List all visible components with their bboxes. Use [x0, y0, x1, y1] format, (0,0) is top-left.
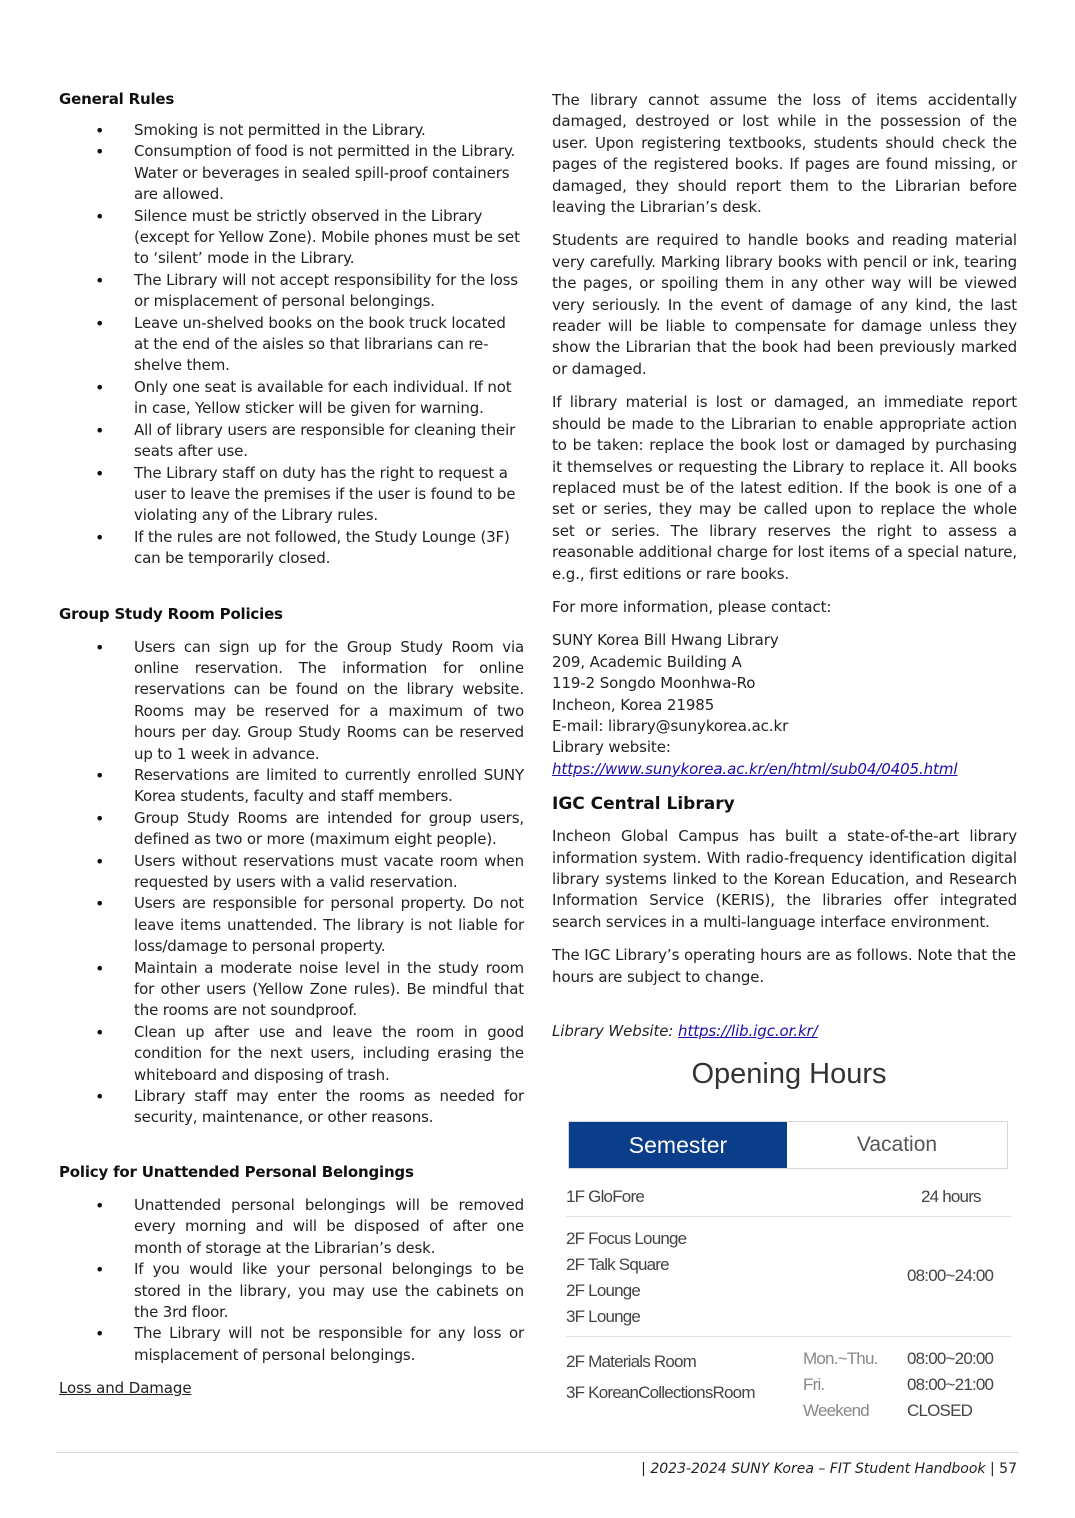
hours-row — [566, 1346, 1012, 1426]
place-name: 2F Materials Room — [566, 1352, 696, 1371]
unattended-heading: Policy for Unattended Personal Belongings — [59, 1162, 414, 1181]
place-list — [566, 1226, 686, 1330]
general-rules-list — [59, 120, 524, 570]
list-item: • The Library will not be responsible for any loss or misplacement of personal belongings. — [59, 1323, 524, 1366]
loss-paragraph-3: If library material is lost or damaged, an immediate report should be made to the Librarian to enable appropriate action to be taken: replace the book lost or damaged by purchasing it themselves or requesting the Library to replace it. All books replaced must be of the latest edition. If the book is one of a set or series, they may be called upon to replace the whole set or series. The library reserves the right to assess a reasonable additional charge for lost items of a special nature, e.g., first editions or rare books. — [552, 393, 1017, 583]
list-item: • Clean up after use and leave the room in good condition for the next users, including erasing the whiteboard and disposing of trash. — [59, 1022, 524, 1086]
list-item: • The Library staff on duty has the right to request a user to leave the premises if the user is found to be violating any of the Library rules. — [59, 463, 524, 527]
place-list — [566, 1346, 755, 1408]
list-item: • Consumption of food is not permitted in the Library. Water or beverages in sealed spill-proof containers are allowed. — [59, 141, 524, 205]
list-item: • The Library will not accept responsibility for the loss or misplacement of personal belongings. — [59, 270, 524, 313]
list-item: • Maintain a moderate noise level in the study room for other users (Yellow Zone rules). Be mindful that the rooms are not soundproof. — [59, 958, 524, 1022]
opening-hours-title: Opening Hours — [691, 1058, 887, 1090]
contact-line: 119-2 Songdo Moonhwa-Ro — [552, 674, 756, 693]
list-item: • Leave un-shelved books on the book truck located at the end of the aisles so that librarians can re-shelve them. — [59, 313, 524, 377]
list-item: • Group Study Rooms are intended for group users, defined as two or more (maximum eight people). — [59, 808, 524, 851]
loss-paragraph-1: The library cannot assume the loss of items accidentally damaged, destroyed or lost while in the possession of the user. Upon registering textbooks, students should check the pages of the registered books. If pages are found missing, or damaged, they should report them to the Librarian before leaving the Librarian’s desk. — [552, 91, 1017, 217]
list-item: • Smoking is not permitted in the Library. — [59, 120, 524, 141]
loss-paragraph-2: Students are required to handle books and reading material very carefully. Marking library books with pencil or ink, tearing the pages, or spoiling them in any other way will be viewed very seriously. In the event of damage of any kind, the last reader will be liable to compensate for damage unless they show the Librarian that the book had been previously marked or damaged. — [552, 231, 1017, 378]
contact-line: Library website: — [552, 738, 671, 757]
footer-title: 2023-2024 SUNY Korea – FIT Student Handbook — [650, 1461, 986, 1477]
opening-hours-table — [566, 1058, 1012, 1428]
loss-damage-heading: Loss and Damage — [59, 1379, 192, 1398]
igc-paragraph-1: Incheon Global Campus has built a state-of-the-art library information system. With radio-frequency identification digital library systems linked to the Korean Education, and Research Information Service (KERIS), the libraries offer integrated search services in a multi-language interface environment. — [552, 827, 1017, 931]
hours-value: CLOSED — [907, 1401, 973, 1420]
library-website-link[interactable]: https://www.sunykorea.ac.kr/en/html/sub04/0405.html — [552, 759, 958, 778]
igc-website-line — [552, 1021, 1017, 1042]
list-item: • Reservations are limited to currently enrolled SUNY Korea students, faculty and staff members. — [59, 765, 524, 808]
igc-website-link[interactable]: https://lib.igc.or.kr/ — [678, 1022, 818, 1041]
list-item: • Users can sign up for the Group Study Room via online reservation. The information for online reservations can be found on the library website. Rooms may be reserved for a maximum of two hours per day. Group Study Rooms can be reserved up to 1 week in advance. — [59, 637, 524, 765]
page-footer — [641, 1461, 1017, 1477]
place-name: 3F Lounge — [566, 1307, 641, 1326]
contact-email: E-mail: library@sunykorea.ac.kr — [552, 716, 789, 735]
day-list — [803, 1346, 878, 1424]
footer-separator: | — [641, 1461, 646, 1477]
list-item: • Library staff may enter the rooms as needed for security, maintenance, or other reasons. — [59, 1086, 524, 1129]
igc-paragraph-2: The IGC Library’s operating hours are as follows. Note that the hours are subject to change. — [552, 946, 1017, 986]
hours-tabs — [568, 1121, 1008, 1169]
hours-value: 08:00~21:00 — [907, 1375, 994, 1394]
list-item: • If the rules are not followed, the Study Lounge (3F) can be temporarily closed. — [59, 527, 524, 570]
place-name: 2F Talk Square — [566, 1255, 669, 1274]
footer-divider — [56, 1452, 1019, 1453]
contact-line: Incheon, Korea 21985 — [552, 695, 715, 714]
hours-row — [566, 1187, 1012, 1211]
hours-value: 08:00~24:00 — [907, 1266, 994, 1285]
unattended-list — [59, 1195, 524, 1366]
igc-website-label: Library Website: — [552, 1022, 674, 1041]
day-label: Fri. — [803, 1375, 825, 1394]
row-divider — [566, 1216, 1012, 1217]
contact-intro: For more information, please contact: — [552, 597, 832, 616]
right-column — [552, 90, 1017, 1042]
hours-value: 24 hours — [921, 1187, 981, 1206]
place-name: 3F KoreanCollectionsRoom — [566, 1383, 755, 1402]
igc-heading: IGC Central Library — [552, 794, 735, 815]
list-item: • Only one seat is available for each individual. If not in case, Yellow sticker will be given for warning. — [59, 377, 524, 420]
tab-vacation[interactable]: Vacation — [787, 1122, 1007, 1168]
contact-block — [552, 630, 1017, 780]
list-item: • Unattended personal belongings will be removed every morning and will be disposed of after one month of storage at the Librarian’s desk. — [59, 1195, 524, 1259]
day-label: Weekend — [803, 1401, 869, 1420]
place-name: 1F GloFore — [566, 1187, 644, 1206]
row-divider — [566, 1336, 1012, 1337]
general-rules-heading: General Rules — [59, 90, 175, 108]
place-name: 2F Lounge — [566, 1281, 641, 1300]
contact-line: SUNY Korea Bill Hwang Library — [552, 631, 779, 650]
list-item: • Users without reservations must vacate room when requested by users with a valid reservation. — [59, 851, 524, 894]
contact-line: 209, Academic Building A — [552, 652, 742, 671]
list-item: • Users are responsible for personal property. Do not leave items unattended. The library is not liable for loss/damage to personal property. — [59, 893, 524, 957]
hours-row — [566, 1226, 1012, 1330]
footer-separator: | — [990, 1461, 995, 1477]
hours-list — [907, 1346, 993, 1424]
left-column — [59, 90, 524, 1400]
group-study-heading: Group Study Room Policies — [59, 604, 283, 623]
place-name: 2F Focus Lounge — [566, 1229, 687, 1248]
tab-semester[interactable]: Semester — [569, 1122, 787, 1168]
list-item: • All of library users are responsible for cleaning their seats after use. — [59, 420, 524, 463]
hours-value: 08:00~20:00 — [907, 1349, 994, 1368]
day-label: Mon.~Thu. — [803, 1349, 878, 1368]
group-study-list — [59, 637, 524, 1129]
page-number: 57 — [999, 1461, 1017, 1477]
list-item: • If you would like your personal belongings to be stored in the library, you may use the cabinets on the 3rd floor. — [59, 1259, 524, 1323]
list-item: • Silence must be strictly observed in the Library (except for Yellow Zone). Mobile phones must be set to ‘silent’ mode in the Library. — [59, 206, 524, 270]
